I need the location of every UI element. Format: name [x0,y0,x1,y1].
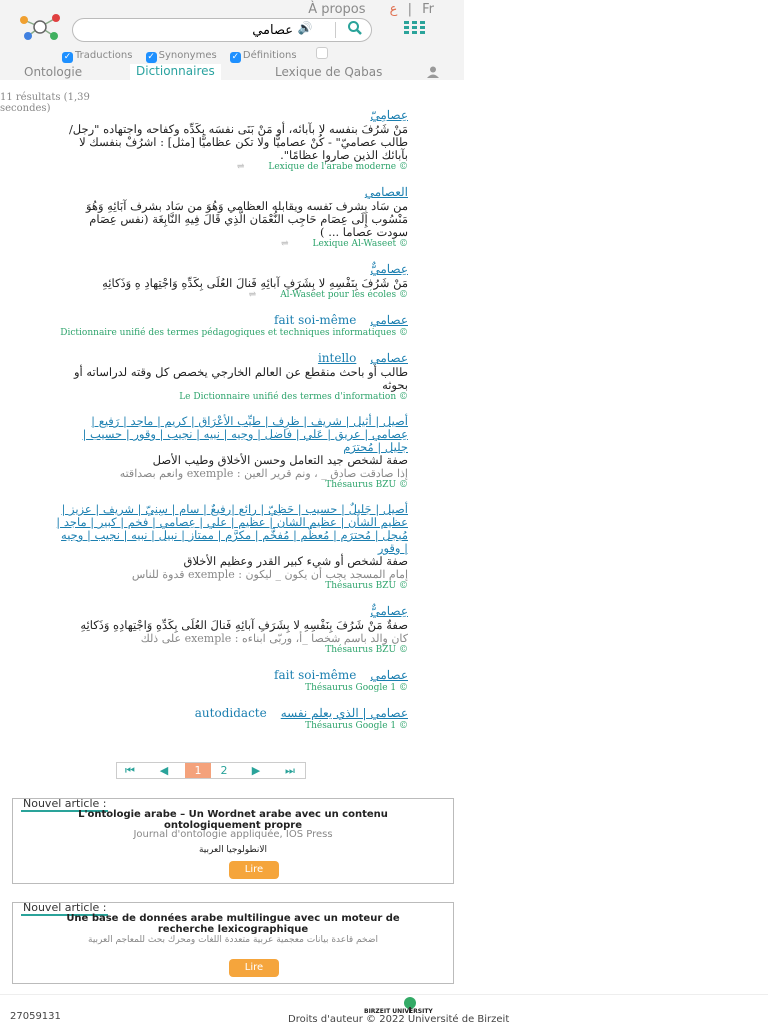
entry-definition: مَنْ شَرُفَ بِنَفْسِهِ لا بِشَرَفِ آبائِهِ فَنالَ العُلَى بِكَدِّهِ وَاجْتِهادِ هِ وَذَكائِهِ [102,276,408,290]
prev-page-button[interactable]: ◀ [159,764,169,777]
entry-definition: من سَاد بِشرف نَفسه ويقابله العظامي وَهُوَ من سَاد بشرف آبَائِهِ وَهُوَ مَنْسُوب إِلَى عِصَام حَاجِب النُّعْمَان الَّذِي قَالَ فِيهِ النَّابِغَة (نفس عِصَام سودت عصاما ... ) [85,199,408,239]
entry-source[interactable]: Al-Waseet pour les écoles © [280,290,408,300]
about-link[interactable]: À propos [308,2,366,17]
entry-headword[interactable]: عصامي [370,351,408,365]
entry-definition: صفة لشخص جيد التعامل وحسن الأخلاق وطيب الأصل [152,453,408,467]
tab-dictionnaires[interactable]: Dictionnaires [130,64,221,80]
card-title: L'ontologie arabe – Un Wordnet arabe avec un contenu ontologiquement propre [78,809,388,831]
option-synonyms[interactable]: ✓ Synonymes [147,50,217,62]
speaker-icon[interactable]: 🔊 [297,21,313,35]
card-arabic-title: الانطولوجيا العربية [198,845,268,855]
result-entry [56,108,408,173]
option-definitions[interactable]: ✓ Définitions [231,50,297,62]
result-entry [56,313,408,339]
option-translations[interactable]: ✓ Traductions [63,50,133,62]
page-1-button[interactable]: 1 [185,763,211,778]
entry-source[interactable]: Dictionnaire unifié des termes pédagogiques et techniques informatiques © [60,328,408,338]
checkbox-empty-icon[interactable] [316,47,328,59]
entry-headword[interactable]: عِصاميٌّ [370,604,408,618]
search-input[interactable] [81,21,295,39]
result-entry [56,262,408,301]
grid-menu-icon[interactable] [404,21,426,35]
search-divider [335,22,336,38]
entry-headword[interactable]: عِصامِيّ [370,108,408,122]
article-card [12,798,454,884]
tab-ontologie[interactable]: Ontologie [24,65,83,79]
entry-synonyms[interactable]: أصيل | جَليلٌ | حسيب | حَظِيّ | رائع |رفيعٌ | سام | سِنِيّ | شريف | عزيز | عظيم الشأن | عظيم الشان | عظيم | علي | عِصامي | فخم | كبير | ماجد | مُبجل | مُحترَم | مُعظّم | مُفخَّم | مكرَّم | ممتاز | نبيل | نبيه | نجيب | وجيه | وقور [56,502,408,555]
result-entry [56,503,408,592]
first-page-button[interactable]: ⏮ [125,764,135,777]
entry-source[interactable]: Thésaurus BZU © [325,480,408,490]
last-page-button[interactable]: ⏭ [285,764,295,777]
next-page-button[interactable]: ▶ [251,764,261,777]
card-title: Une base de données arabe multilingue avec un moteur de recherche lexicographique [66,913,400,935]
search-options [62,47,330,63]
entry-source[interactable]: Lexique de l'arabe moderne © [268,162,408,172]
result-entry [56,604,408,656]
search-box [72,18,372,42]
card-subtitle: Journal d'ontologie appliquée, IOS Press [133,829,333,840]
result-entry [56,668,408,694]
card-tag: Nouvel article : [23,797,107,810]
entry-translation: fait soi-même [274,313,357,327]
checkbox-checked-icon[interactable]: ✓ [147,52,155,62]
entry-headword[interactable]: عِصاميٌّ [370,262,408,276]
entry-definition: مَنْ شَرُفَ بنفسه لا بآبائه، أو مَنْ بَنَى نفسَه بكَدِّه وكفاحه واجتهاده "رجل/ طالب عصاميّ" - كُنْ عصاميًّا ولا تكن عظاميًّا [مثل] : اشرُفْ بنفسك لا بآبائك الذين صاروا عظامًا". [68,122,408,162]
university-logo[interactable] [364,997,464,1015]
tab-lexique-qabas[interactable]: Lexique de Qabas [275,65,383,79]
article-card [12,902,454,984]
entry-translation: autodidacte [194,706,267,720]
lang-fr-link[interactable]: Fr [422,2,434,17]
entry-definition: صفةٌ مَنْ شَرُفَ بِنَفْسِهِ لا بِشَرَفِ آبائِهِ فَنالَ العُلَى بِكَدِّهِ وَاجْتِهادِهِ وَذَكائِهِ [80,618,408,632]
entry-definition: صفة لشخص أو شيء كبير القدر وعظيم الأخلاق [183,554,408,568]
visitor-counter: 27059131 [10,1011,61,1022]
read-button[interactable]: Lire [229,861,279,879]
entry-synonyms[interactable]: أصيل | أثيل | شريف | ظرِف | طيِّب الأعْرَاق | كريم | ماجد | رَفيع | عِصامي | عريق | عَلي | فاضل | وجيه | نبيه | نجيب | وقور | حسيب | جليل | مُحترَم [82,414,408,454]
lang-ar-link[interactable]: ع [389,2,398,17]
link-icon[interactable]: ⇌ [280,239,289,249]
result-entry [56,185,408,250]
entry-headword[interactable]: عصامي [370,668,408,682]
tab-bar [0,64,464,80]
checkbox-checked-icon[interactable]: ✓ [63,52,72,62]
lang-separator: | [407,2,412,17]
entry-example: كان والد باسم شخصا _أ، وربّى ابناءه : exemple على ذلك [140,632,408,645]
entry-headword[interactable]: عصامي [370,313,408,327]
entry-definition: طالب أو باحث منقطع عن العالم الخارجي يخصص كل وقته لدراساته أو بحوثه [73,365,408,392]
page-2-button[interactable]: 2 [220,764,228,777]
card-subtitle: اضخم قاعدة بيانات معجمية عربية متعددة اللغات ومحرك بحث للمعاجم العربية [88,935,378,945]
pagination [116,762,306,779]
result-entry [56,351,408,403]
link-icon[interactable]: ⇌ [236,162,245,172]
read-button[interactable]: Lire [229,959,279,977]
copyright: Droits d'auteur © 2022 Université de Birzeit [288,1014,510,1025]
entry-translation: fait soi-même [274,668,357,682]
user-icon[interactable] [426,66,440,78]
logo-icon[interactable] [14,12,66,42]
entry-example: إذا صادقت صادق _ ، ونم قرير العين : exemple وانعم بصداقته [119,467,408,480]
entry-source[interactable]: Le Dictionnaire unifié des termes d'information © [179,392,408,402]
link-icon[interactable]: ⇌ [248,290,257,300]
entry-source[interactable]: Thésaurus Google 1 © [305,721,408,731]
entry-source[interactable]: Thésaurus BZU © [325,645,408,655]
entry-source[interactable]: Thésaurus BZU © [325,581,408,591]
entry-headword[interactable]: العصامي [364,185,408,199]
result-entry [56,415,408,491]
header [0,0,464,80]
card-tag: Nouvel article : [23,901,107,914]
results-list [56,108,408,744]
entry-source[interactable]: Lexique Al-Waseet © [312,239,408,249]
checkbox-checked-icon[interactable]: ✓ [231,52,240,62]
entry-example: إمام المسجد يجب أن يكون _ ليكون : exemple قدوة للناس [131,568,408,581]
search-icon[interactable] [343,20,367,40]
result-entry [56,706,408,732]
university-name: BIRZEIT UNIVERSITY [364,1008,433,1015]
entry-source[interactable]: Thésaurus Google 1 © [305,683,408,693]
results-count: 11 résultats (1,39 secondes) [0,92,90,114]
entry-translation[interactable]: intello [317,351,357,365]
entry-headword[interactable]: عصامي | الذي يعلم نفسه [280,706,408,720]
footer [0,994,768,1025]
